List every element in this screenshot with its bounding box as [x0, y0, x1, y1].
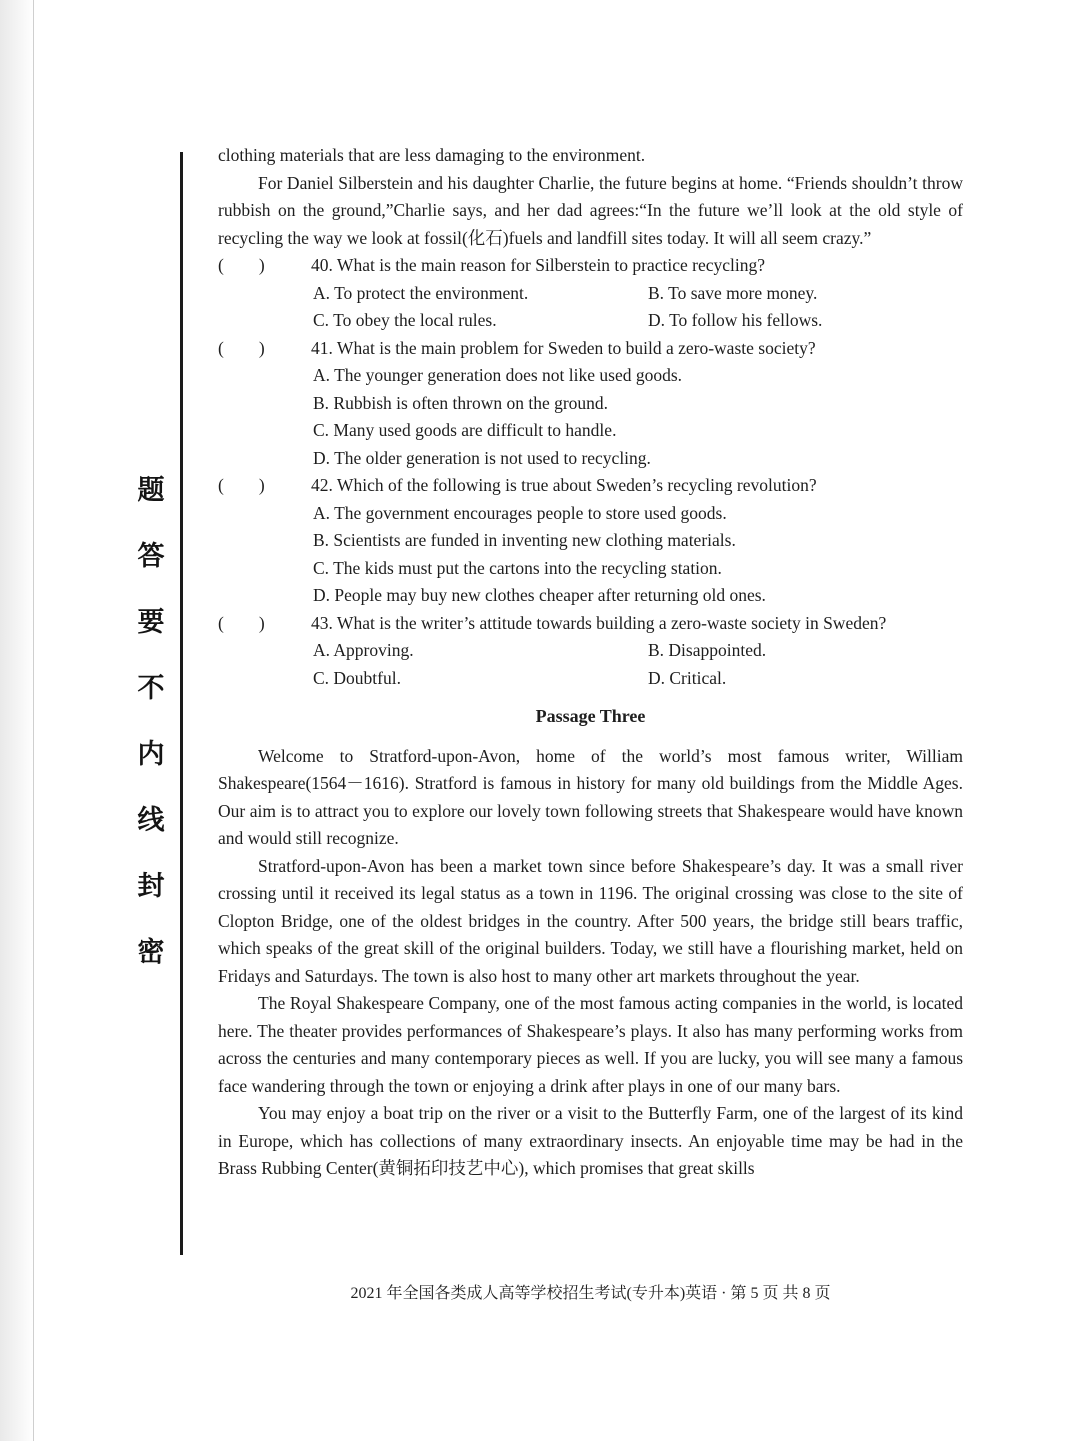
question-42 [218, 472, 963, 610]
option-a: A. The government encourages people to store used goods. [313, 502, 727, 523]
option-c: C. The kids must put the cartons into the recycling station. [313, 557, 722, 578]
passage-two-paragraph: For Daniel Silberstein and his daughter Charlie, the future begins at home. “Friends shouldn’t throw rubbish on the ground,”Charlie says, and her dad agrees:“In the future we’ll look at the old style of recycling the way we look at fossil(化石)fuels and landfill sites today. It will all seem crazy.” [218, 172, 963, 248]
option-a: A. To protect the environment. [313, 282, 529, 303]
passage-title: Passage Three [535, 706, 646, 726]
page-edge [33, 0, 34, 1441]
seal-char: 不 [137, 673, 165, 704]
seal-char: 答 [137, 541, 165, 572]
answer-blank[interactable]: ( ) [218, 337, 265, 358]
seal-char: 内 [137, 739, 165, 770]
option-d: D. The older generation is not used to recycling. [313, 447, 651, 468]
answer-blank[interactable]: ( ) [218, 612, 265, 633]
exam-content [218, 142, 963, 1183]
option-d: D. People may buy new clothes cheaper after returning old ones. [313, 585, 766, 605]
question-40 [218, 252, 963, 335]
answer-blank[interactable]: ( ) [218, 255, 265, 275]
option-b: B. Rubbish is often thrown on the ground. [313, 392, 609, 413]
passage-paragraph: The Royal Shakespeare Company, one of the most famous acting companies in the world, is located here. The theater provides performances of Shakespeare’s plays. It also has many performing works from across the centuries and many contemporary pieces as well. If you are lucky, you will see many a famous face wandering through the town or enjoying a drink after plays in one of our many bars. [218, 993, 963, 1096]
seal-char: 密 [137, 937, 165, 968]
question-stem: 42. Which of the following is true about Sweden’s recycling revolution? [311, 475, 817, 495]
passage-paragraph: Stratford-upon-Avon has been a market town since before Shakespeare’s day. It was a small river crossing until it received its legal status as a town in 1196. The original crossing was close to the site of Clopton Bridge, one of the oldest bridges in the country. After 500 years, the bridge still bears traffic, which speaks of the great skill of the original builders. Today, we still have a flourishing market, held on Fridays and Saturdays. The town is also host to many other art markets throughout the year. [218, 855, 963, 986]
passage-paragraph: You may enjoy a boat trip on the river or a visit to the Butterfly Farm, one of the largest of its kind in Europe, which has collections of many extraordinary insects. An enjoyable time may be had in the Brass Rubbing Center(黄铜拓印技艺中心), which promises that great skills [218, 1103, 963, 1178]
question-stem: 40. What is the main reason for Silberstein to practice recycling? [311, 255, 766, 275]
option-d: D. Critical. [648, 667, 727, 688]
seal-char: 封 [137, 871, 165, 902]
option-c: C. Many used goods are difficult to handle. [313, 420, 617, 440]
passage-two-continuation: clothing materials that are less damaging to the environment. [218, 145, 646, 165]
option-c: C. To obey the local rules. [313, 310, 497, 330]
option-a: A. Approving. [313, 640, 414, 660]
option-b: B. Disappointed. [648, 640, 767, 660]
seal-warning [134, 458, 168, 986]
page-footer: 2021 年全国各类成人高等学校招生考试(专升本)英语 · 第 5 页 共 8 页 [350, 1285, 831, 1302]
binding-line [180, 152, 183, 1255]
option-b: B. To save more money. [648, 282, 818, 303]
option-b: B. Scientists are funded in inventing new clothing materials. [313, 530, 736, 550]
question-41 [218, 335, 963, 473]
question-stem: 43. What is the writer’s attitude towards building a zero-waste society in Sweden? [311, 612, 887, 633]
option-c: C. Doubtful. [313, 667, 401, 688]
seal-char: 要 [137, 607, 165, 638]
question-43 [218, 610, 963, 693]
option-d: D. To follow his fellows. [648, 310, 823, 330]
question-stem: 41. What is the main problem for Sweden to build a zero-waste society? [311, 337, 816, 358]
page-shadow [0, 0, 34, 1441]
seal-char: 题 [137, 475, 165, 506]
answer-blank[interactable]: ( ) [218, 475, 265, 495]
passage-paragraph: Welcome to Stratford-upon-Avon, home of the world’s most famous writer, William Shakespeare(1564－1616). Stratford is famous in history for many old buildings from the Middle Ages. Our aim is to attract you to explore our lovely town following streets that Shakespeare would have known and would still recognize. [218, 745, 963, 848]
option-a: A. The younger generation does not like used goods. [313, 365, 683, 385]
seal-char: 线 [137, 805, 165, 836]
